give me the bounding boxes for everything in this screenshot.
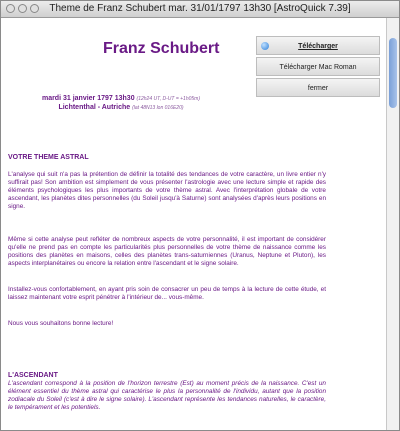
vertical-scrollbar[interactable] bbox=[386, 18, 399, 430]
document-content bbox=[1, 18, 387, 430]
bullet-icon bbox=[261, 42, 269, 50]
birth-date bbox=[1, 95, 241, 102]
theme-paragraph-1: L'analyse qui suit n'a pas la prétention de définir la totalité des tendances de votre caractère, un livre entier n'y suffirait pas! Son ambition est simplement de vous présenter l'astrologie avec une lecture simple et rapide des éléments psychologiques les plus importants de votre thème astral. Avec l'interprétation globale de votre ascendant, les planètes dites personnelles (du Soleil jusqu'à Saturne) sont analysées d'après leurs positions en signe. bbox=[8, 171, 326, 210]
theme-paragraph-4: Nous vous souhaitons bonne lecture! bbox=[8, 320, 114, 327]
theme-paragraph-3: Installez-vous confortablement, en ayant pris soin de consacrer un peu de temps à la lecture de cette étude, et laissez maintenant votre esprit pénétrer à l'intérieur de... vous-même. bbox=[8, 286, 326, 301]
close-label: fermer bbox=[307, 85, 329, 92]
action-menu bbox=[256, 36, 380, 99]
download-button[interactable] bbox=[256, 36, 380, 55]
birth-date-main: mardi 31 janvier 1797 13h30 bbox=[41, 95, 135, 102]
page-title: Franz Schubert bbox=[103, 40, 220, 57]
theme-paragraph-2: Même si cette analyse peut refléter de nombreux aspects de votre personnalité, il est important de considérer qu'elle ne prend pas en compte les particularités plus personnelles de votre thème de naissance comme les positions des planètes en maisons, celles des planètes trans-saturniennes (Uranus, Neptune et Pluton), les aspects interplanétaires ou encore la relation entre l'ascendant et le signe solaire. bbox=[8, 236, 326, 267]
section-title-theme: VOTRE THEME ASTRAL bbox=[8, 154, 89, 161]
download-label: Télécharger bbox=[298, 43, 338, 50]
birth-place-coords: (lat 48N13 lon 016E20) bbox=[132, 105, 184, 111]
close-button[interactable] bbox=[256, 78, 380, 97]
window-title: Theme de Franz Schubert mar. 31/01/1797 13h30 [AstroQuick 7.39] bbox=[49, 3, 351, 14]
birth-place-main: Lichtenthal - Autriche bbox=[58, 104, 131, 111]
birth-date-detail: (12h24 UT, D-UT = +1h05m) bbox=[136, 96, 201, 102]
download-mac-roman-label: Télécharger Mac Roman bbox=[279, 64, 357, 71]
birth-place bbox=[1, 104, 241, 111]
scrollbar-thumb[interactable] bbox=[389, 38, 397, 108]
ascendant-paragraph-1: L'ascendant correspond à la position de l'horizon terrestre (Est) au moment précis de la naissance. C'est un élément essentiel du thème astral qui caractérise le plus la personnalité de l'individu, autant que la position zodiacale du Soleil (c'est à dire le signe solaire). L'ascendant représente les tendances naturelles, le caractère, le tempérament et les potentiels. bbox=[8, 380, 326, 411]
title-bar[interactable] bbox=[1, 1, 399, 18]
section-title-ascendant: L'ASCENDANT bbox=[8, 372, 58, 379]
download-mac-roman-button[interactable] bbox=[256, 57, 380, 76]
